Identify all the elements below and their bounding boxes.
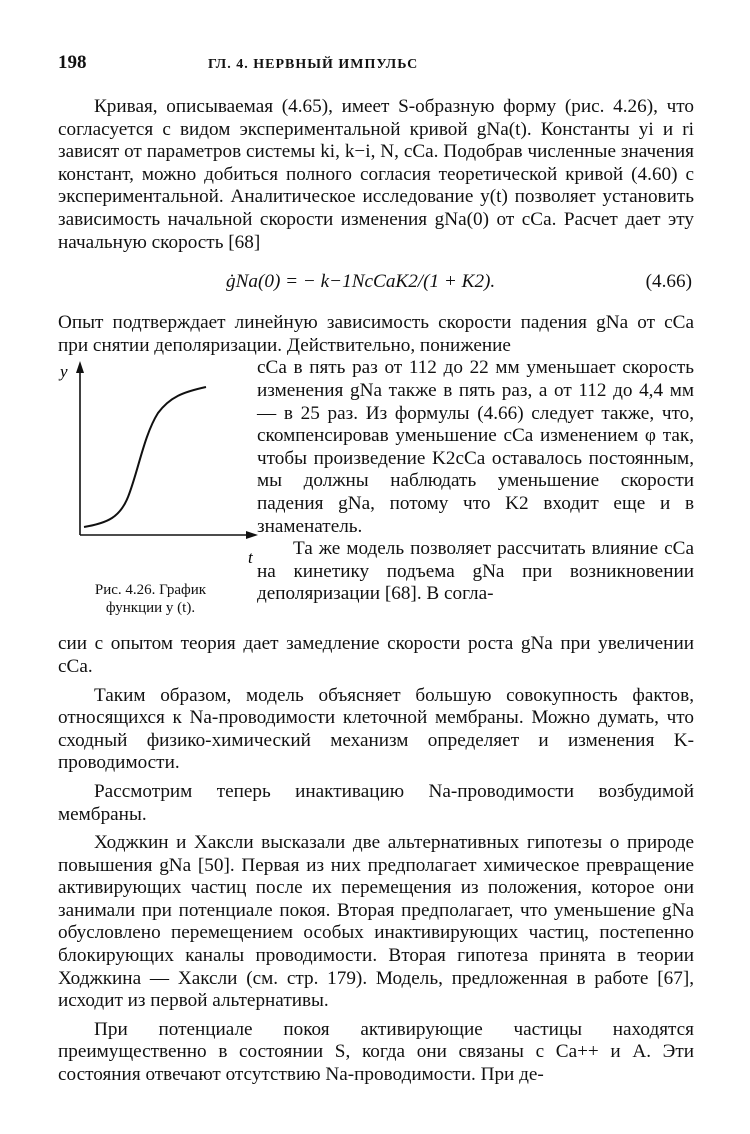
paragraph-5: Рассмотрим теперь инактивацию Na-проводимости возбудимой мембраны. (58, 780, 694, 825)
sigmoid-plot (58, 357, 263, 577)
sigmoid-curve (84, 387, 206, 527)
figure-wrap-block (58, 357, 694, 647)
equation-4-66 (58, 260, 694, 304)
paragraph-7: При потенциале покоя активирующие частицы находятся преимущественно в состоянии S, когда они связаны с Ca++ и A. Эти состояния отвечают отсутствию Na-проводимости. При де- (58, 1018, 694, 1086)
book-page (58, 52, 694, 1087)
paragraph-2-intro: Опыт подтверждает линейную зависимость скорости падения gNa от cCa при снятии деполяризации. Действительно, понижение (58, 312, 694, 356)
paragraph-1: Кривая, описываемая (4.65), имеет S-образную форму (рис. 4.26), что согласуется с видом экспериментальной кривой gNa(t). Константы yi и ri зависят от параметров системы ki, k−i, N, cCa. Подобрав численные значения констант, можно добиться полного согласия теоретической кривой (4.60) с экспериментальной. Аналитическое исследование y(t) позволяет установить зависимость начальной скорости изменения gNa(0) от cCa. Расчет дает эту начальную скорость [68] (58, 96, 694, 253)
figure-caption (58, 581, 243, 617)
page-number: 198 (58, 52, 87, 73)
paragraph-3-continued: сии с опытом теория дает замедление скорости роста gNa при увеличении cCa. (58, 633, 694, 677)
caption-line-2: функции y (t). (105, 600, 196, 617)
figure-side-text (257, 357, 694, 606)
paragraph-2-wrap: cCa в пять раз от 112 до 22 мм уменьшает скорость изменения gNa также в пять раз, а от 112 до 4,4 мм — в 25 раз. Из формулы (4.66) следует также, что, скомпенсировав уменьшение cCa изменением φ так, чтобы произведение K2cCa оставалось постоянным, мы должны наблюдать уменьшение скорости падения gNa, потому что K2 входит еще и в знаменатель. (257, 357, 694, 537)
caption-line-1: Рис. 4.26. График (94, 582, 207, 599)
y-axis-arrow (76, 361, 84, 373)
running-title: ГЛ. 4. НЕРВНЫЙ ИМПУЛЬС (208, 57, 419, 72)
equation-number: (4.66) (645, 271, 692, 293)
paragraph-3-wrap: Та же модель позволяет рассчитать влияние cCa на кинетику подъема gNa при возникновении деполяризации [68]. В согла- (257, 538, 694, 605)
page-header (58, 52, 694, 82)
equation-expression: ġNa(0) = − k−1NcCaK2/(1 + K2). (226, 271, 496, 293)
figure-4-26 (58, 357, 263, 617)
paragraph-6: Ходжкин и Хаксли высказали две альтернативных гипотезы о природе повышения gNa [50]. Первая из них предполагает химическое превращение активирующих частиц после их перемещения из положения, которое они занимали при потенциале покоя. Вторая предполагает, что уменьшение gNa обусловлено перемещением особых инактивирующих частиц, постепенно блокирующих каналы проводимости. Вторая гипотеза принята в теории Ходжкина — Хаксли (см. стр. 179). Модель, предложенная в работе [67], исходит из первой альтернативы. (58, 832, 694, 1012)
y-axis-label: y (60, 362, 68, 382)
x-axis-label: t (248, 548, 253, 568)
paragraph-4: Таким образом, модель объясняет большую совокупность фактов, относящихся к Na-проводимости клеточной мембраны. Можно думать, что сходный физико-химический механизм определяет и изменения K-проводимости. (58, 684, 694, 774)
